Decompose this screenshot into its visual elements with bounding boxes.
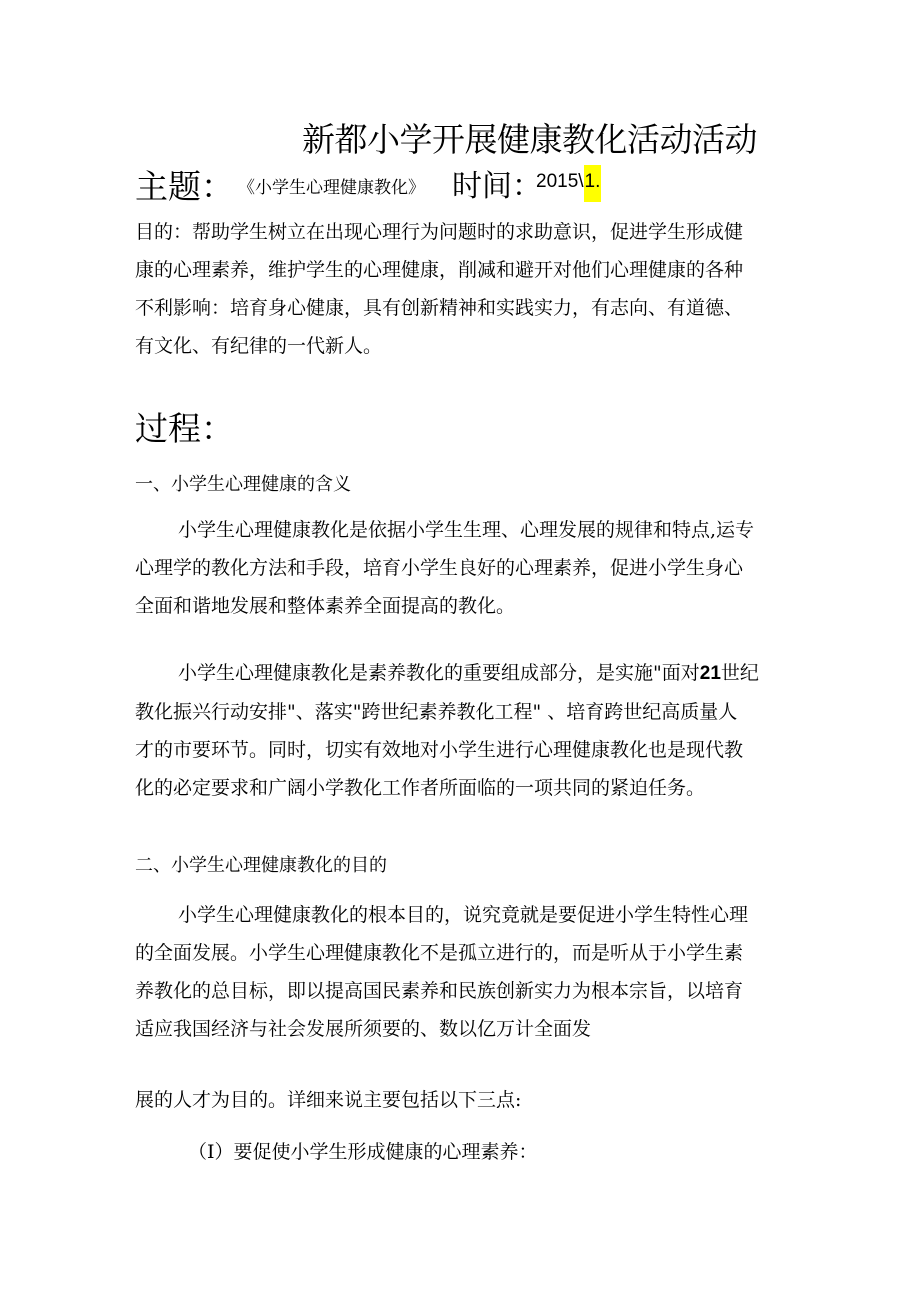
century-number: 21 xyxy=(699,663,721,684)
paragraph-line: 养教化的总目标，即以提高国民素养和民族创新实力为根本宗旨，以培育 xyxy=(135,980,744,1002)
paragraph-line: 小学生心理健康教化是依据小学生生理、心理发展的规律和特点,运专 xyxy=(178,519,755,541)
purpose-line: 康的心理素养，维护学生的心理健康，削减和避开对他们心理健康的各种 xyxy=(135,259,744,281)
paragraph-line: 教化振兴行动安排"、落实"跨世纪素养教化工程" 、培育跨世纪高质量人 xyxy=(135,701,738,723)
section1-paragraph1 xyxy=(135,511,754,625)
purpose-line: 有文化、有纪律的一代新人。 xyxy=(135,335,383,357)
section2-paragraph-end: 展的人才为目的。详细来说主要包括以下三点: xyxy=(135,1089,522,1111)
paragraph-line: 小学生心理健康教化的根本目的，说究竟就是要促进小学生特性心理 xyxy=(178,904,749,926)
section2-paragraph xyxy=(135,896,748,1048)
section1-paragraph2 xyxy=(135,654,759,807)
time-label: 时间： xyxy=(452,169,542,204)
paragraph-line: 的全面发展。小学生心理健康教化不是孤立进行的，而是听从于小学生素 xyxy=(135,942,744,964)
process-heading: 过程： xyxy=(135,409,234,448)
paragraph-line: 适应我国经济与社会发展所须要的、数以亿万计全面发 xyxy=(135,1018,592,1040)
section1-heading: 一、小学生心理健康的含义 xyxy=(135,474,351,495)
theme-label: 主题： xyxy=(135,167,234,206)
time-value xyxy=(536,171,601,193)
document-title: 新都小学开展健康教化活动活动 xyxy=(302,120,757,159)
paragraph-line: 全面和谐地发展和整体素养全面提高的教化。 xyxy=(135,595,516,617)
time-value-highlight: 1. xyxy=(584,165,602,202)
paragraph-line: 心理学的教化方法和手段，培育小学生良好的心理素养，促进小学生身心 xyxy=(135,557,744,579)
item-1: （I）要促使小学生形成健康的心理素养： xyxy=(188,1141,538,1163)
paragraph-text: 世纪 xyxy=(720,662,759,684)
paragraph-line: 才的市要环节。同时，切实有效地对小学生进行心理健康教化也是现代教 xyxy=(135,739,744,761)
paragraph-line xyxy=(135,654,759,693)
time-value-prefix: 2015\ xyxy=(536,171,584,192)
section2-heading: 二、小学生心理健康教化的目的 xyxy=(135,855,387,876)
purpose-line: 不利影响：培育身心健康，具有创新精神和实践实力，有志向、有道德、 xyxy=(135,297,744,319)
purpose-line: 目的：帮助学生树立在出现心理行为问题时的求助意识，促进学生形成健 xyxy=(135,221,744,243)
purpose-paragraph xyxy=(135,213,743,365)
paragraph-text: 小学生心理健康教化是素养教化的重要组成部分，是实施"面对 xyxy=(178,662,700,684)
theme-value: 《小学生心理健康教化》 xyxy=(238,178,425,198)
paragraph-line: 化的必定要求和广阔小学教化工作者所面临的一项共同的紧迫任务。 xyxy=(135,777,706,799)
